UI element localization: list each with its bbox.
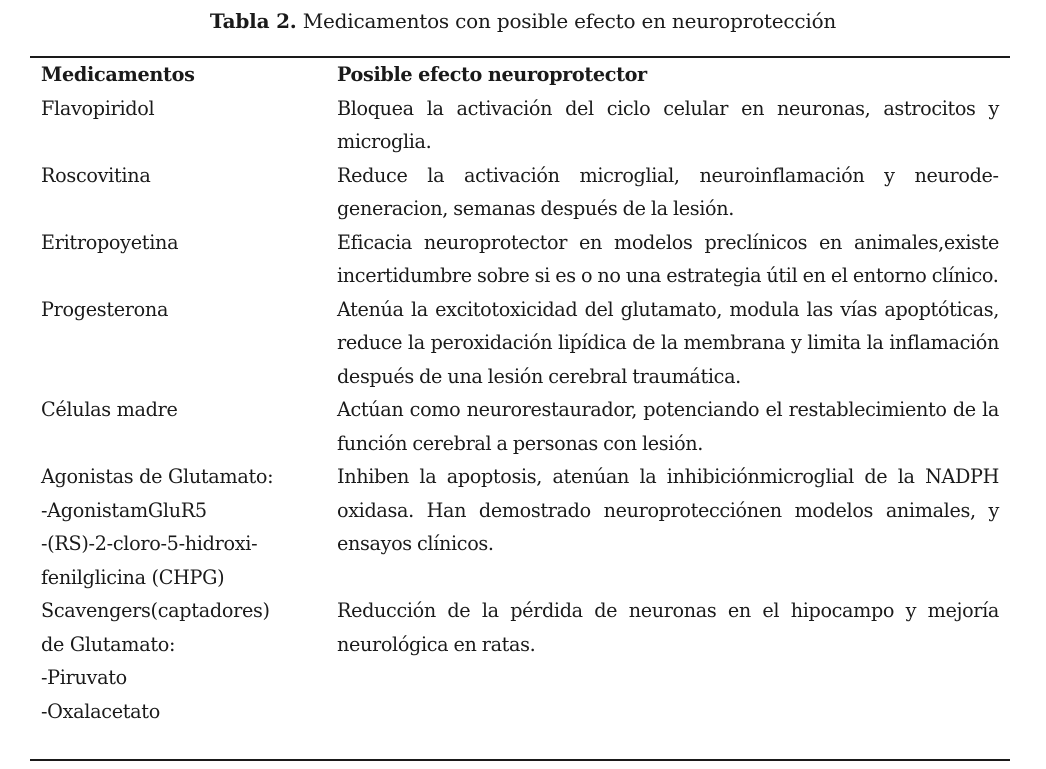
drug-subitem: -Piruvato (41, 666, 127, 689)
effect-cell: Bloquea la activación del ciclo celular en neuronas, astrocitos y microglia. (337, 96, 999, 153)
table-header-row (41, 58, 1001, 92)
header-effect: Posible efecto neuroprotector (337, 63, 647, 86)
effect-cell: Reducción de la pérdida de neuronas en el hipocampo y mejoría neurológica en ratas. (337, 599, 999, 656)
drug-cell (41, 226, 337, 260)
table-caption (0, 7, 1046, 35)
drug-cell (41, 460, 337, 594)
caption-label: Tabla 2. (209, 9, 297, 33)
table-row (41, 460, 1001, 594)
drug-cell (41, 293, 337, 327)
effect-cell: Actúan como neurorestaurador, potenciando el restablecimiento de la función cerebral a personas con lesión. (337, 398, 999, 455)
drug-subitem: de Glutamato: (41, 632, 176, 656)
effect-cell: Reduce la activación microglial, neuroinflamación y neurodegeneracion, semanas después de la lesión. (337, 163, 999, 220)
table-row (41, 226, 1001, 293)
caption-title: Medicamentos con posible efecto en neuroprotección (296, 9, 837, 33)
table-row (41, 92, 1001, 159)
drug-cell (41, 92, 337, 126)
drug-name: Flavopiridol (41, 96, 155, 120)
table-row (41, 393, 1001, 460)
drug-name: Progesterona (41, 297, 169, 321)
drug-name: Agonistas de Glutamato: (41, 465, 274, 488)
drug-name: Roscovitina (41, 163, 151, 187)
bottom-rule (30, 759, 1010, 761)
table-row (41, 293, 1001, 394)
table-row (41, 159, 1001, 226)
drug-cell (41, 594, 337, 728)
drug-subitem: fenilglicina (CHPG) (41, 565, 225, 589)
drug-subitem: -Oxalacetato (41, 699, 160, 723)
medications-table (41, 58, 1001, 728)
effect-cell: Atenúa la excitotoxicidad del glutamato, modula las vías apoptóticas, reduce la peroxidación lipídica de la membrana y limita la inflamación después de una lesión cerebral traumática. (337, 297, 999, 388)
drug-cell (41, 393, 337, 427)
effect-cell: Inhiben la apoptosis, atenúan la inhibiciónmicroglial de la NADPH oxidasa. Han demostrado neuroprotecciónen modelos animales, y ensayos clínicos. (337, 465, 999, 555)
drug-name: Células madre (41, 398, 178, 421)
effect-cell: Eficacia neuroprotector en modelos preclínicos en animales,existe incertidumbre sobre si es o no una estrategia útil en el entorno clínico. (337, 230, 999, 287)
drug-name: Scavengers(captadores) (41, 599, 270, 622)
table-row (41, 594, 1001, 728)
drug-subitem: -(RS)-2-cloro-5-hidroxi- (41, 532, 258, 555)
drug-subitem: -AgonistamGluR5 (41, 498, 207, 522)
header-medications: Medicamentos (41, 63, 195, 86)
drug-name: Eritropoyetina (41, 230, 179, 254)
drug-cell (41, 159, 337, 193)
